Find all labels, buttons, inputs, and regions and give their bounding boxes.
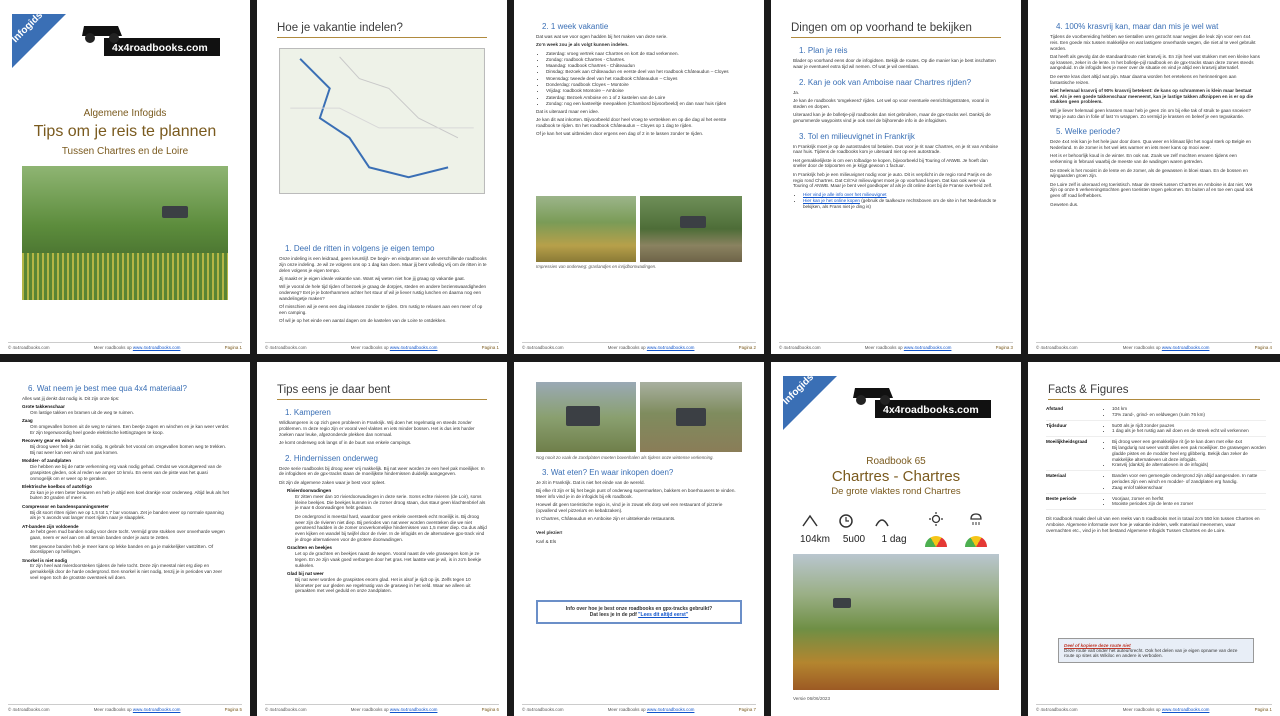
- car-icon: [566, 406, 600, 426]
- page-1-week[interactable]: 2. 1 week vakantie Dat was wat we voor ogen hadden bij het maken van deze serie. Zo'n week zou je als volgt kunnen indelen. • Zaterdag: vroeg vertrek naar Chartres en kort de stad verkennen. • Zondag: roadbook Chartres - Chartres. • Maandag: roadbook Chartres - Châteaudun • Dinsdag: Bezoek aan Châteaudun en eerste deel van het roadbook Châteaudun – Cloyes • Woensdag: tweede deel van het roadbook Châteaudun – Cloyes • Donderdag: roadbook Cloyes – Montoire • Vrijdag: roadbook Montoire – Amboise • Zaterdag: Bezoek Amboise en 1 of 2 kastelen van de Loire • Zondag: nog een kasteeltje meepakken (Chambord bijvoorbeeld) en dan naar huis rijden Dat is uiteraard maar een idee. Je kan dit wat inkorten. Bijvoorbeeld door heel vroeg te vertrekken en op die dag al het eerste roadbook te rijden. En het roadbook Châteaudun – Cloyes op 1 dag te rijden. Of je kan het wat uitbreiden door ergens een dag of 2 in te lassen zonder te rijden. Impressies van onderweg: graslandjes en inrijdbornwadingen. © 4x4roadbooks.com Meer roadbooks op www.4x4roadbooks.com Pagina 2: [514, 0, 764, 354]
- site-name: 4x4roadbooks.com: [883, 404, 979, 416]
- page-title: Tips eens je daar bent: [277, 384, 487, 400]
- page-materiaal[interactable]: 6. Wat neem je best mee qua 4x4 materiaal? Alles wat jij denkt dat nodig is. Dit zijn onze tips: Grote takkenschaar Om lastige takken en bramen uit de weg te ruimen. Zaag Om omgevallen bomen uit de weg te ruimen. Een beetje zagen en winchen en je kan weer verder. Er zijn tegenwoordig heel goede elektrische kettingzagen te koop. Recovery gear en winch Bij droog weer heb je dat niet nodig. Is gebruik het vooral om omgevallen bomen weg te trekken. Bij nat weer kan een winch van pas komen. Modder- of zandplaten Die hebben we bij de natte verkenning erg vaak nodig gehad. Omdat we vooruitgereed van de graspistes gleden, ook al reden we amper 10 km/u. En eens van de piste was het quasi onmogelijk om er weer op te geraken. Elektrische koelbox of autofrigo Zo kan je je eten beter bewaren en heb je altijd een koel drankje voor onderweg. Altijd leuk als het buiten 30 graden of meer is. Compressor en bandenspanningsmeter Bij dit soort ritten rijden we op 1,5 tot 1,7 bar vooraan. Zet je banden weer op normale spanning als je 's avonds wat langer moet rijden naar je slaapplek. AT-banden zijn voldoende Je hebt geen mud banden nodig voor deze tocht. Vermijd grote stukken over onverharde wegen gaan, neem er wel aan om all terrain banden onder je auto te zetten. Met gewone banden heb je meer kans op lekke banden en ga je makkelijker vastzitten. Of doorslippen op hellingen. Snorkel is niet nodig Er zijn heel wat rivierdoorsteken tijdens de hele tocht. Deze zijn meestal niet erg diep en gemakkelijk door de harde ondergrond. Een snorkel is niet nodig, tenzij je in periodes van zeer veel regen toch de grootste oversteek wil doen. © 4x4roadbooks.com Meer roadbooks op www.4x4roadbooks.com Pagina 5: [0, 362, 250, 716]
- list-item: • Zondag: nog een kasteeltje meepakken (Chambord bijvoorbeeld) en dan naar huis rijden: [546, 101, 744, 107]
- days-list: [546, 51, 744, 107]
- page-cover-roadbook[interactable]: [771, 362, 1021, 716]
- car-icon: [676, 408, 706, 426]
- page-eten[interactable]: Nog nooit zo vaak de zandplaten moeten bovenhalen als tijdens onze wintense verkenning. 3. Wat eten? En waar inkopen doen? Je zit in Frankrijk. Dat is niet het einde van de wereld. Bij elke rit zijn er bij het begin punt of onderweg supermarkten, bakkers en boerhouwers te vinden. Meer info vind je in de infogids bij elk roadbook. Hoewel dit geen toeristische regio is, vind je in zowat elk dorp wel een restaurant of pizzerie (opvallend veel pizzeria's en kebabzaken). In Chartres, Châteaudun en Amboise zijn er uitstekende restaurants. Veel plezier! Karl & Els Info over hoe je best onze roadbooks en gpx-tracks gebruikt? Dat lees je in de pdf "Lees dit altijd eerst" © 4x4roadbooks.com Meer roadbooks op www.4x4roadbooks.com Pagina 7: [514, 362, 764, 716]
- rain-icon: [967, 512, 985, 526]
- page-cover-general[interactable]: [0, 0, 250, 354]
- page-facts-figures[interactable]: Facts & Figures Afstand • 104 km • 73% zand-, grind- en veldwegen (ruim 76 km) Tijdsduur • 5u00 als je rijdt zonder pauzes • 1 dag als je het rustig aan wil doen en de streek echt wil verkennen Moeilijkheidsgraad • Bij droog weer een gemakkelijke rit (je te kan doen met elke 4x4 • Bij langdurig nat weer wordt alles een pak moeilijker. De graswegen worden gladde pistes en de modder heel erg glibberig. Bekijk dan zeker de makkelijke alternatieven uit deze infogids. • Krasvrij (dankzij de alternatieven in de infogids) Materiaal • Banden voor een gemengde ondergrond zijn altijd aangeraden. In natte periodes zijn een winch en modder- of zandplaten erg handig. • Zaag en/of takkenschaar Beste periode • Voorjaar, zomer en herfst • Mooiste periodes zijn de lente en zomer Dit roadbook maakt deel uit van een reeks van 5 roadbooks met in totaal zo'n 550 km tussen Chartres en Amboise. Algemene informatie over hoe je vakantie indelen, welk materiaal meenemen, waar overnachten etc., vind je in het bestand Algemene Infogids Tussen Chartres en de Loire. Deel of kopiere deze route niet Deze route valt onder het auteursrecht. Ook het delen van je eigen opname van deze route op sites als Wikiloc en andere is verboden. © 4x4roadbooks.com Meer roadbooks op www.4x4roadbooks.com Pagina 1: [1028, 362, 1280, 716]
- footer: © 4x4roadbooks.com Meer roadbooks op www.4x4roadbooks.com Pagina 1: [1036, 704, 1272, 712]
- footer: © 4x4roadbooks.com Meer roadbooks op www.4x4roadbooks.com Pagina 7: [522, 704, 756, 712]
- photo-caption: Impressies van onderweg: graslandjes en inrijdbornwadingen.: [536, 264, 657, 269]
- fact-row: Moeilijkheidsgraad • Bij droog weer een gemakkelijke rit (je te kan doen met elke 4x4 • Bij langdurig nat weer wordt alles een pak moeilijker. De graswegen worden gladde pistes en de modder heel erg glibberig. Bekijk dan zeker de makkelijke alternatieven uit deze infogids. • Krasvrij (dankzij de alternatieven in de infogids): [1046, 437, 1266, 471]
- fact-row: Tijdsduur • 5u00 als je rijdt zonder pauzes • 1 dag als je het rustig aan wil doen en de streek echt wil verkennen: [1046, 421, 1266, 438]
- difficulty-dry-gauge: [925, 536, 947, 547]
- list-item: • Dinsdag: Bezoek aan Châteaudun en eerste deel van het roadbook Châteaudun – Cloyes: [546, 69, 744, 75]
- clock-icon: [837, 514, 855, 528]
- cover-photo: [22, 166, 228, 300]
- cover-kicker: Algemene Infogids: [83, 108, 167, 119]
- page-vakantie-indelen[interactable]: Hoe je vakantie indelen? 1. Deel de ritten in volgens je eigen tempo Onze indeling is een leidraad, geen keurslijf. De begin- en eindpunten van de verschillende roadbooks zijn onze indeling. Je wil ze volgens ons op 1 dag kan doen. Maar jij bent volledig vrij om de ritten in te delen volgens je eigen tempo. Jij maakt er je eigen ideale vakantie van. Want wij weten niet hoe jij graag op vakantie gaat. Wil je vooral de hele tijd rijden of bezoek je graag de dorpjes, steden en andere bezienswaardigheden onderweg? Eet je je boterhammen achter het stuur of wil je liever rustig lunchen en daarna nog een wandelingetje maken? Of misschien wil je eens een dag inlassen zonder te rijden. Om rustig te relaxen aan een meer of op een camping. Of wil je op het einde een aantal dagen om de kastelen van de Loire te ontdekken. © 4x4roadbooks.com Meer roadbooks op www.4x4roadbooks.com Pagina 1: [257, 0, 507, 354]
- car-icon: [833, 598, 851, 608]
- footer: © 4x4roadbooks.com Meer roadbooks op www.4x4roadbooks.com Pagina 5: [8, 704, 242, 712]
- footer: © 4x4roadbooks.com Meer roadbooks op www.4x4roadbooks.com Pagina 2: [522, 342, 756, 350]
- roadbook-subtitle: De grote vlaktes rond Chartres: [831, 486, 961, 497]
- list-item: • Zaterdag: vroeg vertrek naar Chartres en kort de stad verkennen.: [546, 51, 744, 57]
- footer: © 4x4roadbooks.com Meer roadbooks op www.4x4roadbooks.com Pagina 1: [8, 342, 242, 350]
- photo-wading: [640, 196, 742, 262]
- milieuvignet-info-link[interactable]: Hier vind je alle info over het milieuvignet: [803, 191, 887, 197]
- list-item: • Donderdag: roadbook Cloyes – Montoire: [546, 82, 744, 88]
- list-item: • Vrijdag: roadbook Montoire – Amboise: [546, 88, 744, 94]
- footer: © 4x4roadbooks.com Meer roadbooks op www.4x4roadbooks.com Pagina 6: [265, 704, 499, 712]
- page-title: Hoe je vakantie indelen?: [277, 22, 487, 38]
- footer: © 4x4roadbooks.com Meer roadbooks op www.4x4roadbooks.com Pagina 1: [265, 342, 499, 350]
- page-krasvrij[interactable]: 4. 100% krasvrij kan, maar dan mis je wel wat Tijdens de voorbereiding hebben we tientallen uren gezocht naar wegjes die leuk zijn voor een 4x4 reis. Een goede mix tussen makkelijke en wat lastigere onverharde wegen, die niet al te veel gebruikt worden. Dat heeft als gevolg dat de standaardroute niet krasvrij is. En zijn heel wat stukken met een kleine kans op krassen, zeker in de lente. In het bolletje-pijl roadbook en de gpx-tracks staan deze zones steeds aangeduid. In de infogids lees je meer over de situatie en vind je altijd een krasvrij alternatief. De eerste kras doet altijd wat pijn. Maar daarna worden het eretekens en herinneringen aan fantastische reizen. Niet helemaal krasvrij of 90% krasvrij betekent: de kans op schrammen is klein maar bestaat wel. Als je een goede takkenschaar meeneemt, kan je lastige takken afknippen en is er op die stukken geen probleem. Wil je liever helemaal geen krassen maar heb je geen zin om bij elke tak of struik te gaan snoeien? Wrap je auto dan in folie of last 'm wrappen. Zo vermijd je krassen en beleef je een tegvakantie. 5. Welke periode? Deze 4x4 reis kan je het hele jaar door doen. Qua weer en klimaat lijkt het nogal sterk op België en Nederland. In de zomer is het wel iets warmer en iets meer kans op mooi weer. Het is er behoorlijk koud in de winter. En ook nat. Zoals we zelf mochten ervaren tijdens een verkenning in februari waarbij de meeste van de wadingen waren getreden. De streek is het mooist in de lente en de zomer, als de gewassen in bloei staan. En de bossen en wijngaarden groen zijn. De Loire zelf is uiteraard erg toeristisch. Maar de streek tussen Chartres en Amboise is dat niet. We zijn op onze 5 verkenningstochten geen toeristen tegen gekomen. En buiten af en toe een quad ook geen off road liefhebbers. Geweten dus. © 4x4roadbooks.com Meer roadbooks op www.4x4roadbooks.com Pagina 4: [1028, 0, 1280, 354]
- difficulty-wet-gauge: [965, 536, 987, 547]
- section-heading: 2. 1 week vakantie: [542, 22, 609, 31]
- page-title: Facts & Figures: [1048, 384, 1260, 400]
- list-item: • Woensdag: tweede deel van het roadbook Châteaudun – Cloyes: [546, 76, 744, 82]
- stat-distance: 104km: [799, 534, 830, 545]
- ribbon-label: Infogids: [9, 9, 46, 46]
- milieuvignet-buy-link[interactable]: Hier kan je het online kopen: [803, 197, 860, 203]
- roadbook-kicker: Roadbook 65: [866, 456, 926, 467]
- fact-row: Materiaal • Banden voor een gemengde ondergrond zijn altijd aangeraden. In natte periodes zijn een winch en modder- of zandplaten erg handig. • Zaag en/of takkenschaar: [1046, 471, 1266, 493]
- section-heading: 1. Deel de ritten in volgens je eigen tempo: [285, 244, 435, 253]
- footer: © 4x4roadbooks.com Meer roadbooks op www.4x4roadbooks.com Pagina 4: [1036, 342, 1272, 350]
- sun-icon: [927, 512, 945, 526]
- route-map: [279, 48, 485, 194]
- car-icon: [680, 216, 706, 228]
- stat-duration: 5u00: [842, 534, 866, 545]
- page-op-voorhand[interactable]: Dingen om op voorhand te bekijken 1. Plan je reis Blader op voorhand eens door de infogidsen. Bekijk de routes. Op die manier kan je best inschatten waar je eventueel extra tijd wil nemen. Of wat je wil overslaan. 2. Kan je ook van Amboise naar Chartres rijden? Ja. Je kan de roadbooks 'omgekeerd' rijden. Let wel op voor eventuele eenrichtingsstraten, vooral in steden en dorpen. Uiteraard kan je de bolletje-pijl roadbooks dan niet gebruiken, maar de gpx-tracks wel. Dankzij de genummerde waypoints vind je ook snel de bijhorende info in de infogidsen. 3. Tol en milieuvignet in Frankrijk In Frankrijk moet je op de autostrades tol betalen. Dus voor je rit naar Chartres, en je rit van Amboise naar huis. Tijdens de roadbooks kom je uiteraard niet op een autostrade. Het gemakkelijkste is om een tolbadge te kopen, bijvoorbeeld bij Touring of ANWB. Je hoeft dan sneller door de tolpoorten en je krijgt gewoon 1 factuur. In Frankrijk heb je een milieuvignet nodig voor je auto. Dit is verplicht in de regio rond Parijs en de regio rond Chartres. Dat Crit'Air milieuvignet moet je op voorhand kopen. Dat kan ook weer via Touring of ANWB. Maar je bent veel goedkoper af als je dit online doet bij de Franse overheid zelf. • Hier vind je alle info over het milieuvignet • Hier kan je het online kopen (gebruik de taalkeuze rechtsboven om de site in het Nederlands te bekijken, als Frans niet je ding is) © 4x4roadbooks.com Meer roadbooks op www.4x4roadbooks.com Pagina 3: [771, 0, 1021, 354]
- photo-sandplates-2: [640, 382, 742, 452]
- fact-row: Beste periode • Voorjaar, zomer en herfst • Mooiste periodes zijn de lente en zomer: [1046, 494, 1266, 511]
- roadbook-title: Chartres - Chartres: [831, 468, 961, 485]
- read-first-link[interactable]: "Lees dit altijd eerst": [638, 612, 689, 618]
- list-item: • Zaterdag: Bezoek Amboise en 1 of 2 kastelen van de Loire: [546, 95, 744, 101]
- ribbon-label: Infogids: [780, 371, 817, 408]
- day-icon: [873, 514, 891, 528]
- photo-sandplates-1: [536, 382, 636, 452]
- photo-grassland: [536, 196, 636, 262]
- list-item: • Maandag: roadbook Chartres - Châteaudun: [546, 63, 744, 69]
- fact-row: Afstand • 104 km • 73% zand-, grind- en veldwegen (ruim 76 km): [1046, 404, 1266, 421]
- copyright-warning: Deel of kopiere deze route niet Deze route valt onder het auteursrecht. Ook het delen van je eigen opname van deze route op sites als Wikiloc en andere is verboden.: [1058, 638, 1254, 663]
- footer: © 4x4roadbooks.com Meer roadbooks op www.4x4roadbooks.com Pagina 3: [779, 342, 1013, 350]
- stat-days: 1 dag: [881, 534, 907, 545]
- distance-icon: [801, 514, 819, 528]
- list-item: • Zondag: roadbook Chartres - Chartres.: [546, 57, 744, 63]
- cover-title: Tips om je reis te plannen: [33, 123, 217, 140]
- obstacle-list: Rivierdoorwadingen Er zitten meer dan 10 rivierdoorwadingen in deze serie. Soms echte rivieren (de Loir), soms kleine beekjes. Die beekjes kunnen in de zomer droog staan, dus staur geen klachtenbrief als je maar 6 doorwadingen hebt gedaan. De ondergrond is meestal hard, waardoor geen enkele oversteek echt moeilijk is. Bij droog weer zijn de rivieren niet diep. Bij periodes van nat weer worden oversteken die we niet genoteerd hadden in de zomer onoverkomelijke hindernissen van 1,5 meter diep. Ga dus altijd even kijken en wandel bij twijfel door de rivier. In de infogids en de alternatieve gpx-track vind je droge alternatieven voor de grotere doorwadingen. Grachten en beekjes Let op de grachten en beekjes naast de wegen. Vooral naast de vele graswegen kom je ze tegen. En ze zijn vaak goed verborgen door het gras. Het laatste wat je wil, is in zo'n beekje sukkelen. Glad bij nat weer Bij nat weer worden de graspistes enorm glad. Het is alsof je rijdt op ijs. Zelfs tegen 10 kilometer per uur gleden we regelmatig van de grasweg in het veld. Waar we alleen uit geraakten met veel geduld en onze zandplaten.: [287, 488, 487, 594]
- page-title: Dingen om op voorhand te bekijken: [791, 22, 1001, 38]
- version: Versie 06/06/2023: [793, 696, 831, 701]
- site-name: 4x4roadbooks.com: [112, 42, 208, 54]
- car-icon: [162, 206, 188, 218]
- page-tips-daar[interactable]: Tips eens je daar bent 1. Kamperen Wildkamperen is op zich geen probleem in Frankrijk. Wij doen het regelmatig en steeds zonder problemen. In deze regio zijn er vooral veel vlaktes en iets minder bossen. Het is dus iets harder zoeken naar leuke, afgezonderde plekken dan normaal. Je komt onderweg ook langs of in de buurt van enkele campings. 2. Hindernissen onderweg Deze serie roadbooks bij droog weer vrij makkelijk. Bij nat weer worden ze een heel pak moeilijker. In de infogidsen en de gpx-tracks staan de moeilijkste hindernissen duidelijk aangegeven. Dit zijn de algemene zaken waar je best voor opleet. Rivierdoorwadingen Er zitten meer dan 10 rivierdoorwadingen in deze serie. Soms echte rivieren (de Loir), soms kleine beekjes. Die beekjes kunnen in de zomer droog staan, dus staur geen klachtenbrief als je maar 6 doorwadingen hebt gedaan. De ondergrond is meestal hard, waardoor geen enkele oversteek echt moeilijk is. Bij droog weer zijn de rivieren niet diep. Bij periodes van nat weer worden oversteken die we niet genoteerd hadden in de zomer onoverkomelijke hindernissen van 1,5 meter diep. Ga dus altijd even kijken en wandel bij twijfel door de rivier. In de infogids en de alternatieve gpx-track vind je droge alternatieven voor de grotere doorwadingen. Grachten en beekjes Let op de grachten en beekjes naast de wegen. Vooral naast de vele graswegen kom je ze tegen. En ze zijn vaak goed verborgen door het gras. Het laatste wat je wil, is in zo'n beekje sukkelen. Glad bij nat weer Bij nat weer worden de graspistes enorm glad. Het is alsof je rijdt op ijs. Zelfs tegen 10 kilometer per uur gleden we regelmatig van de grasweg in het veld. Waar we alleen uit geraakten met veel geduld en onze zandplaten. © 4x4roadbooks.com Meer roadbooks op www.4x4roadbooks.com Pagina 6: [257, 362, 507, 716]
- material-list: Grote takkenschaar Om lastige takken en bramen uit de weg te ruimen. Zaag Om omgevallen bomen uit de weg te ruimen. Een beetje zagen en winchen en je kan weer verder. Er zijn tegenwoordig heel goede elektrische kettingzagen te koop. Recovery gear en winch Bij droog weer heb je dat niet nodig. Is gebruik het vooral om omgevallen bomen weg te trekken. Bij nat weer kan een winch van pas komen. Modder- of zandplaten Die hebben we bij de natte verkenning erg vaak nodig gehad. Omdat we vooruitgereed van de graspistes gleden, ook al reden we amper 10 km/u. En eens van de piste was het quasi onmogelijk om er weer op te geraken. Elektrische koelbox of autofrigo Zo kan je je eten beter bewaren en heb je altijd een koel drankje voor onderweg. Altijd leuk als het buiten 30 graden of meer is. Compressor en bandenspanningsmeter Bij dit soort ritten rijden we op 1,5 tot 1,7 bar vooraan. Zet je banden weer op normale spanning als je 's avonds wat langer moet rijden naar je slaapplek. AT-banden zijn voldoende Je hebt geen mud banden nodig voor deze tocht. Vermijd grote stukken over onverharde wegen gaan, neem er wel aan om all terrain banden onder je auto te zetten. Met gewone banden heb je meer kans op lekke banden en ga je makkelijker vastzitten. Of doorslippen op hellingen. Snorkel is niet nodig Er zijn heel wat rivierdoorsteken tijdens de hele tocht. Deze zijn meestal niet erg diep en gemakkelijk door de harde ondergrond. Een snorkel is niet nodig, tenzij je in periodes van zeer veel regen toch de grootste oversteek wil doen.: [22, 404, 230, 581]
- photo-caption: Nog nooit zo vaak de zandplaten moeten bovenhalen als tijdens onze wintense verkenning.: [536, 455, 714, 460]
- roadbook-photo: [793, 554, 999, 690]
- info-box: Info over hoe je best onze roadbooks en gpx-tracks gebruikt? Dat lees je in de pdf "Lees dit altijd eerst": [536, 600, 742, 624]
- cover-subtitle: Tussen Chartres en de Loire: [61, 146, 189, 157]
